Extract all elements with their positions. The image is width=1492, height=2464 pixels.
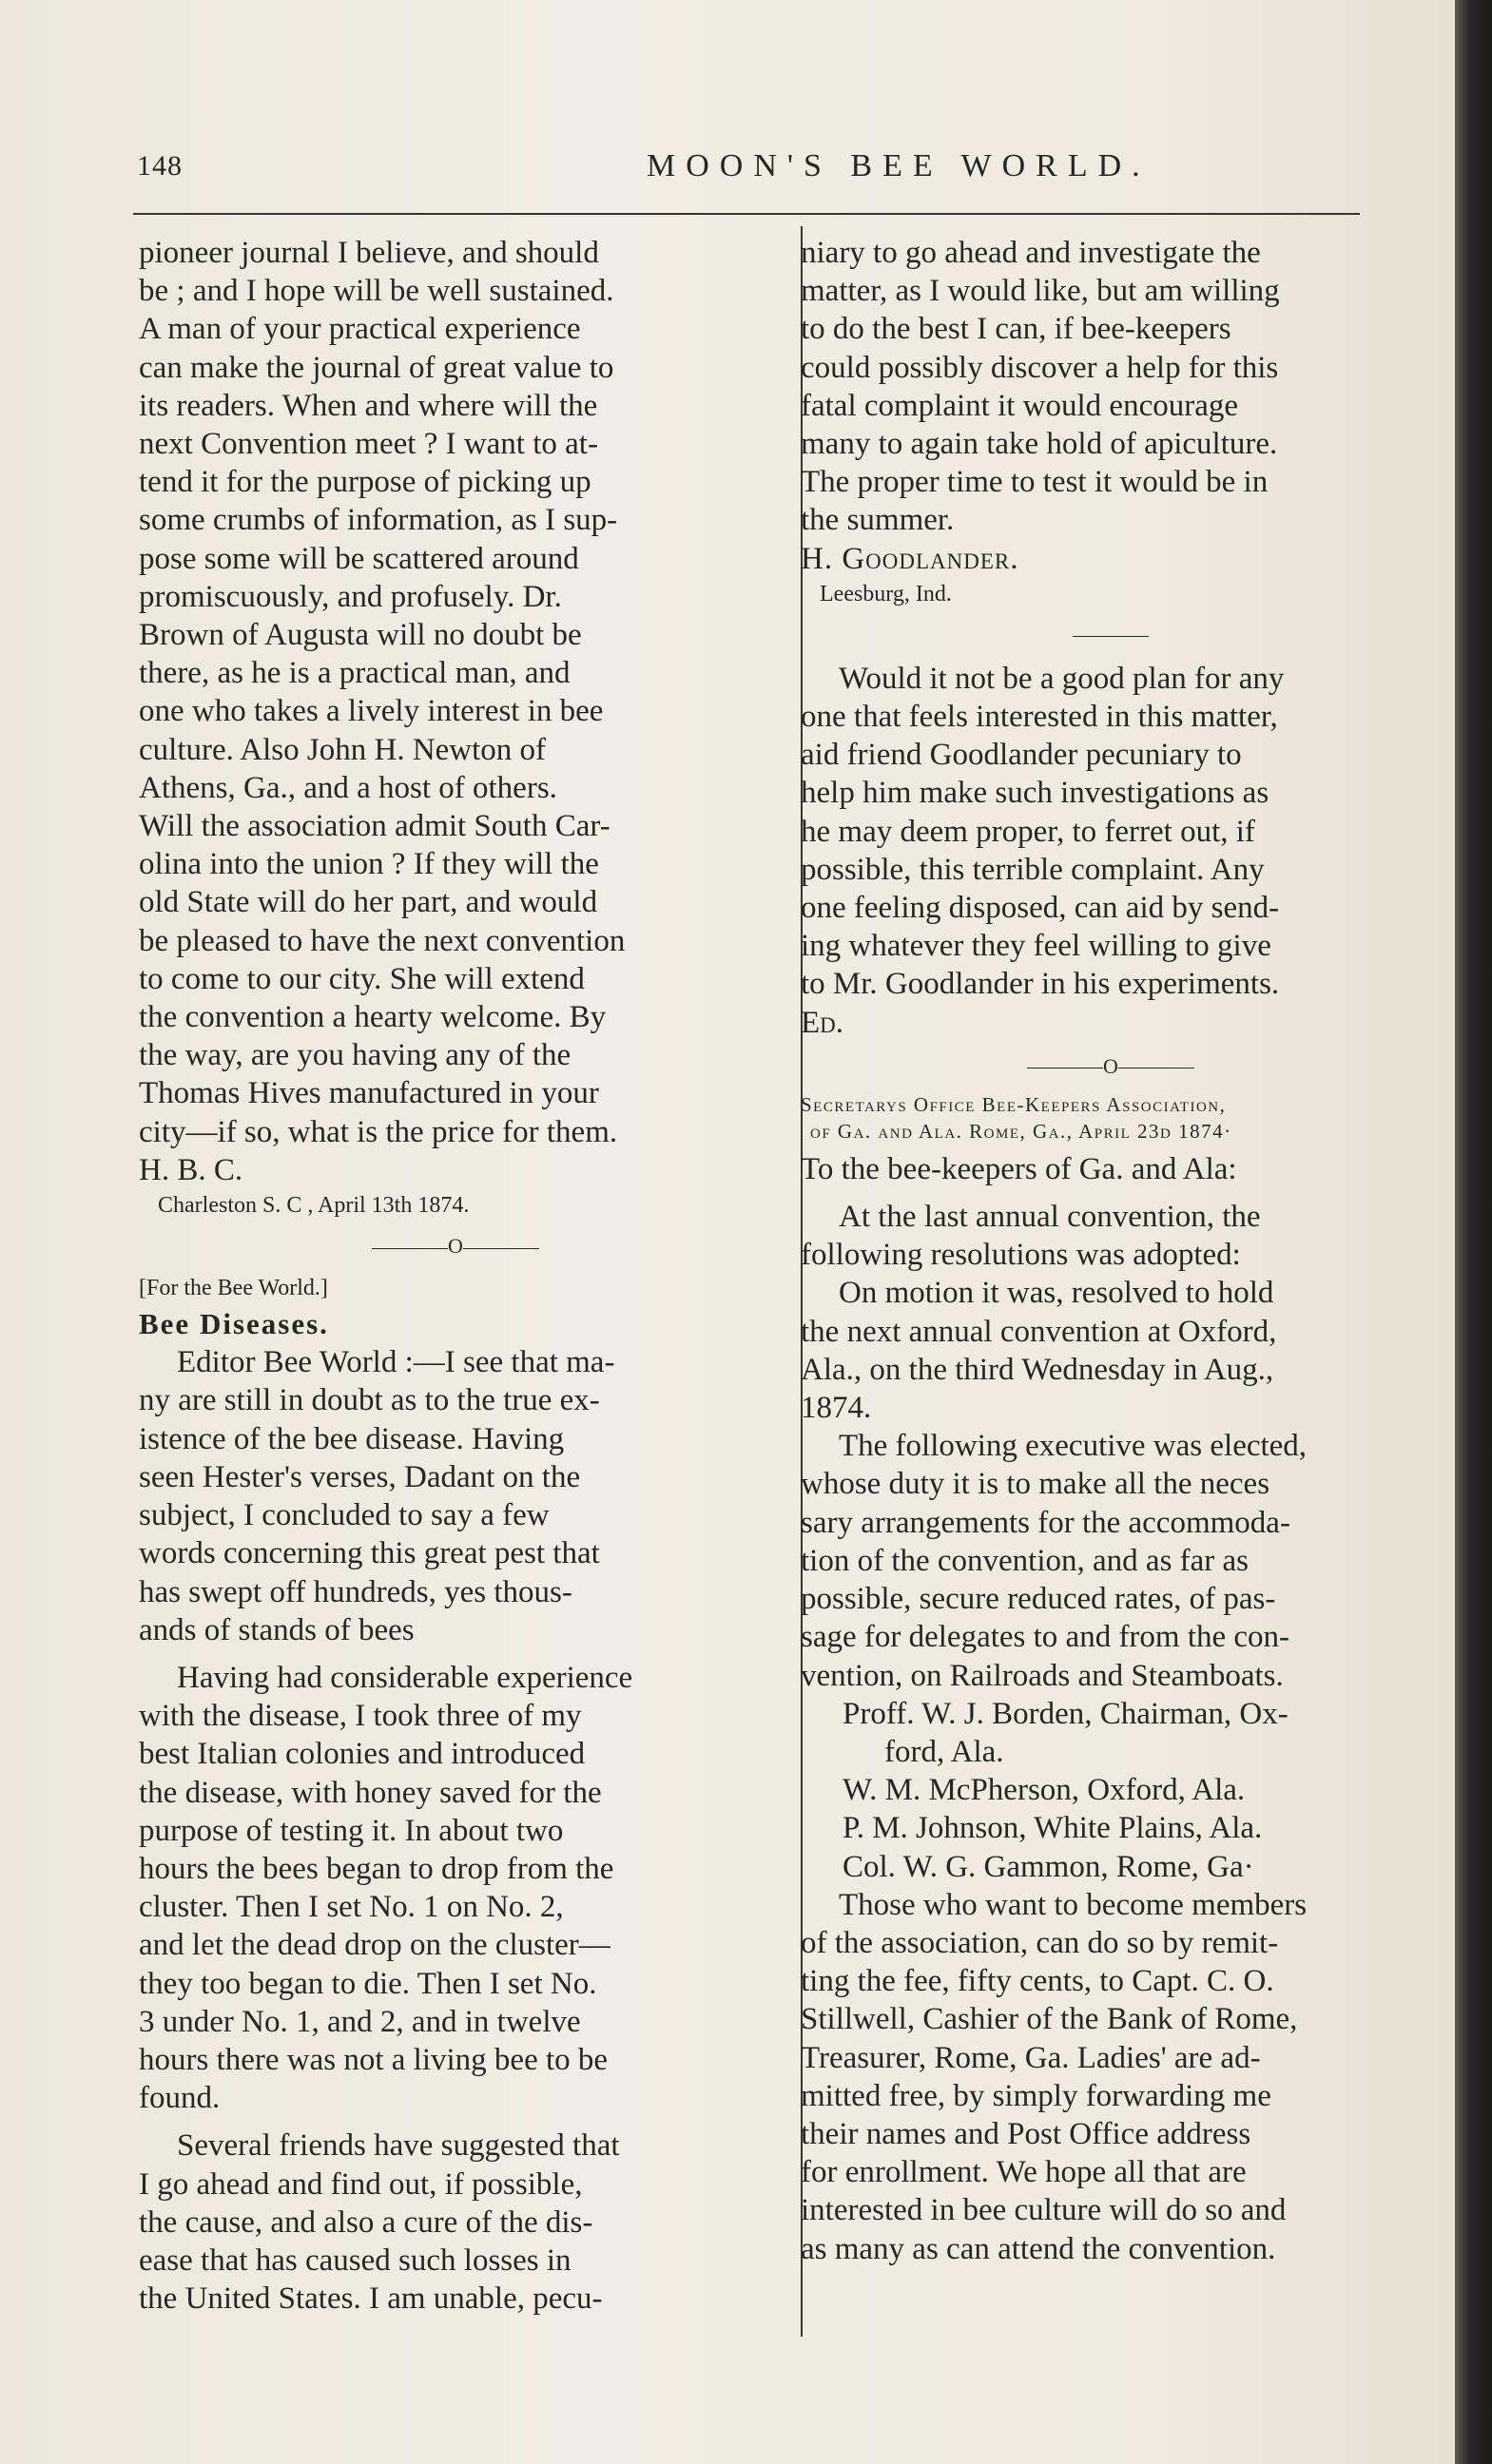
text-line: could possibly discover a help for this xyxy=(801,350,1279,385)
text-line: 1874. xyxy=(801,1391,872,1426)
text-line: many to again take hold of apiculture. xyxy=(801,427,1278,462)
paragraph xyxy=(139,2127,772,2318)
text-line: Those who want to become members xyxy=(839,1887,1308,1922)
text-line: hours the bees began to drop from the xyxy=(139,1851,614,1886)
place: Leesburg, Ind. xyxy=(820,581,952,606)
divider-mark: O xyxy=(448,1234,463,1259)
paragraph xyxy=(801,660,1421,1004)
text-line: can make the journal of great value to xyxy=(139,350,614,385)
text-line: pioneer journal I believe, and should xyxy=(139,236,599,270)
text-line: possible, this terrible complaint. Any xyxy=(801,852,1265,887)
text-line: has swept off hundreds, yes thous- xyxy=(139,1574,572,1609)
text-line: Ala., on the third Wednesday in Aug., xyxy=(801,1352,1274,1387)
text-line: next Convention meet ? I want to at- xyxy=(139,427,598,462)
text-line: their names and Post Office address xyxy=(801,2116,1251,2151)
text-line: to Mr. Goodlander in his experiments. xyxy=(801,967,1280,1002)
text-line: the way, are you having any of the xyxy=(139,1038,572,1073)
text-line: The following executive was elected, xyxy=(839,1429,1308,1464)
header-rule xyxy=(133,213,1360,215)
officer-entry: Proff. W. J. Borden, Chairman, Ox- xyxy=(843,1696,1289,1731)
short-divider xyxy=(801,618,1421,652)
text-line: tion of the convention, and as far as xyxy=(801,1543,1250,1578)
text-line: ny are still in doubt as to the true ex- xyxy=(139,1383,600,1418)
text-line: one who takes a lively interest in bee xyxy=(139,694,604,729)
text-line: city—if so, what is the price for them. xyxy=(139,1114,618,1149)
officer-entry: ford, Ala. xyxy=(884,1734,1004,1769)
text-line: mitted free, by simply forwarding me xyxy=(801,2078,1271,2113)
text-line: fatal complaint it would encourage xyxy=(801,388,1239,423)
text-line: best Italian colonies and introduced xyxy=(139,1737,586,1772)
text-line: ing whatever they feel willing to give xyxy=(801,929,1271,964)
text-line: words concerning this great pest that xyxy=(139,1536,600,1571)
text-line: some crumbs of information, as I sup- xyxy=(139,503,618,538)
text-line: the next annual convention at Oxford, xyxy=(801,1314,1277,1349)
text-line: subject, I concluded to say a few xyxy=(139,1498,550,1533)
salutation: To the bee-keepers of Ga. and Ala: xyxy=(801,1151,1237,1186)
text-line: Athens, Ga., and a host of others. xyxy=(139,770,557,805)
signature-goodlander: H. Goodlander. xyxy=(801,541,1019,576)
paragraph xyxy=(139,1659,772,2117)
text-line: tend it for the purpose of picking up xyxy=(139,465,591,500)
text-line: be pleased to have the next convention xyxy=(139,923,626,958)
text-line: Treasurer, Rome, Ga. Ladies' are ad- xyxy=(801,2040,1261,2075)
text-line: found. xyxy=(139,2081,221,2116)
text-line: cluster. Then I set No. 1 on No. 2, xyxy=(139,1890,564,1925)
attribution: [For the Bee World.] xyxy=(139,1276,328,1301)
text-line: there, as he is a practical man, and xyxy=(139,656,571,691)
text-line: sage for delegates to and from the con- xyxy=(801,1620,1290,1655)
officer-entry: Col. W. G. Gammon, Rome, Ga· xyxy=(843,1849,1254,1884)
text-line: he may deem proper, to ferret out, if xyxy=(801,814,1255,849)
text-line: ands of stands of bees xyxy=(139,1612,415,1647)
text-line: ease that has caused such losses in xyxy=(139,2243,572,2278)
letterhead-line: Secretarys Office Bee-Keepers Association, xyxy=(801,1092,1227,1116)
paragraph xyxy=(801,1427,1421,1694)
text-line: seen Hester's verses, Dadant on the xyxy=(139,1459,581,1494)
paragraph xyxy=(801,234,1421,540)
text-line: the cause, and also a cure of the dis- xyxy=(139,2204,593,2240)
text-line: the United States. I am unable, pecu- xyxy=(139,2281,603,2317)
text-line: ting the fee, fifty cents, to Capt. C. O. xyxy=(801,1964,1274,1999)
text-line: pose some will be scattered around xyxy=(139,541,579,576)
text-line: A man of your practical experience xyxy=(139,312,581,347)
text-line: one feeling disposed, can aid by send- xyxy=(801,891,1280,926)
text-line: whose duty it is to make all the neces xyxy=(801,1467,1270,1502)
text-line: Would it not be a good plan for any xyxy=(839,661,1285,696)
text-line: Editor Bee World :—I see that ma- xyxy=(177,1345,615,1380)
text-line: 3 under No. 1, and 2, and in twelve xyxy=(139,2004,581,2039)
text-line: Stillwell, Cashier of the Bank of Rome, xyxy=(801,2002,1298,2037)
officer-list xyxy=(801,1695,1421,1886)
officer-entry: W. M. McPherson, Oxford, Ala. xyxy=(843,1773,1246,1808)
paragraph xyxy=(801,1274,1421,1427)
book-spine xyxy=(1455,0,1492,2464)
paragraph xyxy=(801,1886,1421,2268)
section-title: Bee Diseases. xyxy=(139,1307,329,1341)
text-line: of the association, can do so by remit- xyxy=(801,1925,1279,1960)
text-line: to do the best I can, if bee-keepers xyxy=(801,312,1231,347)
text-line: to come to our city. She will extend xyxy=(139,961,585,996)
text-line: be ; and I hope will be well sustained. xyxy=(139,274,614,309)
text-line: old State will do her part, and would xyxy=(139,885,598,920)
right-column xyxy=(801,234,1421,2268)
officer-entry: P. M. Johnson, White Plains, Ala. xyxy=(843,1811,1263,1846)
text-line: olina into the union ? If they will the xyxy=(139,847,599,882)
running-title: MOON'S BEE WORLD. xyxy=(647,148,1151,183)
signature-hbc: H. B. C. xyxy=(139,1152,243,1187)
letterhead-line: of Ga. and Ala. Rome, Ga., April 23d 1874· xyxy=(810,1119,1232,1143)
editor-signature: Ed. xyxy=(801,1005,844,1040)
section-divider xyxy=(801,1049,1421,1084)
text-line: Thomas Hives manufactured in your xyxy=(139,1076,599,1111)
text-line: one that feels interested in this matter, xyxy=(801,700,1278,735)
text-line: culture. Also John H. Newton of xyxy=(139,732,547,767)
text-line: its readers. When and where will the xyxy=(139,388,598,423)
page-number: 148 xyxy=(137,150,183,182)
page-header xyxy=(133,141,1398,198)
text-line: following resolutions was adopted: xyxy=(801,1238,1241,1273)
text-line: hours there was not a living bee to be xyxy=(139,2042,609,2077)
text-line: with the disease, I took three of my xyxy=(139,1699,582,1734)
text-line: At the last annual convention, the xyxy=(839,1200,1261,1235)
paragraph xyxy=(801,1198,1421,1274)
text-line: aid friend Goodlander pecuniary to xyxy=(801,738,1242,773)
text-line: The proper time to test it would be in xyxy=(801,465,1269,500)
paragraph xyxy=(139,1343,772,1649)
text-line: matter, as I would like, but am willing xyxy=(801,274,1280,309)
text-line: and let the dead drop on the cluster— xyxy=(139,1928,610,1963)
text-line: sary arrangements for the accommoda- xyxy=(801,1505,1290,1540)
text-line: promiscuously, and profusely. Dr. xyxy=(139,579,562,614)
text-line: niary to go ahead and investigate the xyxy=(801,236,1261,270)
left-column xyxy=(139,234,772,2318)
section-divider xyxy=(139,1229,772,1263)
text-line: interested in bee culture will do so and xyxy=(801,2193,1287,2228)
text-line: Having had considerable experience xyxy=(177,1660,633,1695)
text-line: istence of the bee disease. Having xyxy=(139,1421,565,1456)
text-line: they too began to die. Then I set No. xyxy=(139,1966,597,2001)
divider-mark: O xyxy=(1103,1053,1118,1078)
text-line: the convention a hearty welcome. By xyxy=(139,1000,607,1035)
text-line: purpose of testing it. In about two xyxy=(139,1813,564,1848)
text-line: as many as can attend the convention. xyxy=(801,2231,1276,2266)
place-date: Charleston S. C , April 13th 1874. xyxy=(158,1193,470,1219)
text-line: vention, on Railroads and Steamboats. xyxy=(801,1658,1284,1693)
text-line: for enrollment. We hope all that are xyxy=(801,2155,1247,2190)
text-line: the disease, with honey saved for the xyxy=(139,1775,602,1810)
text-line: Brown of Augusta will no doubt be xyxy=(139,618,582,653)
text-line: On motion it was, resolved to hold xyxy=(839,1276,1274,1311)
letter-continuation xyxy=(139,234,772,1151)
text-line: Will the association admit South Car- xyxy=(139,809,610,844)
text-line: possible, secure reduced rates, of pas- xyxy=(801,1582,1276,1617)
text-line: I go ahead and find out, if possible, xyxy=(139,2166,583,2202)
text-line: help him make such investigations as xyxy=(801,776,1269,811)
text-line: Several friends have suggested that xyxy=(177,2128,620,2164)
text-line: the summer. xyxy=(801,503,955,538)
